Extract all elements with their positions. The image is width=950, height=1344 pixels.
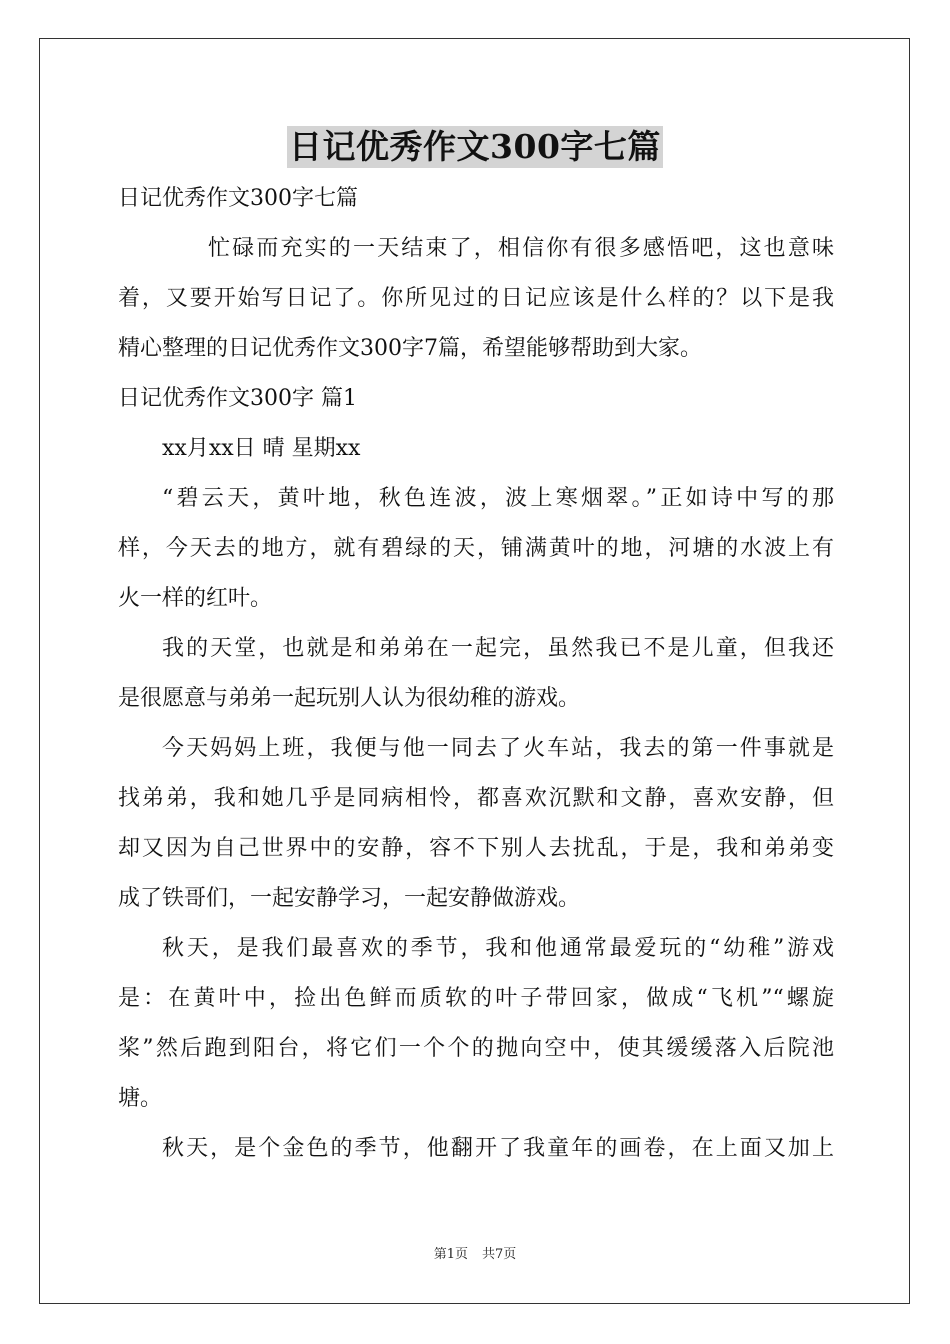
text-line: 秋天，是个金色的季节，他翻开了我童年的画卷，在上面又加上 [162,1136,834,1161]
document-body [118,174,834,1174]
text-line: 找弟弟，我和她几乎是同病相怜，都喜欢沉默和文静，喜欢安静，但 [118,786,834,811]
title-area [0,126,950,168]
text-line: 忙碌而充实的一天结束了，相信你有很多感悟吧，这也意味 [208,236,834,261]
page-number-current: 第1页 [433,1247,468,1262]
document-title: 日记优秀作文300字七篇 [289,127,661,166]
text-line: 成了铁哥们，一起安静学习，一起安静做游戏。 [118,886,581,911]
text-line: 着，又要开始写日记了。你所见过的日记应该是什么样的？以下是我 [118,286,834,311]
text-line: 火一样的红叶。 [118,586,273,611]
text-line: 是：在黄叶中，捡出色鲜而质软的叶子带回家，做成“飞机”“螺旋 [118,986,834,1011]
text-line: 秋天，是我们最喜欢的季节，我和他通常最爱玩的“幼稚”游戏 [162,936,834,961]
text-line: 塘。 [118,1086,163,1111]
text-line: 今天妈妈上班，我便与他一同去了火车站，我去的第一件事就是 [162,736,834,761]
text-line: 桨”然后跑到阳台，将它们一个个的抛向空中，使其缓缓落入后院池 [118,1036,834,1061]
page-number-total: 共7页 [482,1247,517,1262]
text-line: 日记优秀作文300字 篇1 [118,386,357,411]
text-line: 精心整理的日记优秀作文300字7篇，希望能够帮助到大家。 [118,336,702,361]
page-footer [0,1246,950,1264]
text-line: 样，今天去的地方，就有碧绿的天，铺满黄叶的地，河塘的水波上有 [118,536,834,561]
text-line: 日记优秀作文300字七篇 [118,186,358,211]
text-line: 却又因为自己世界中的安静，容不下别人去扰乱，于是，我和弟弟变 [118,836,834,861]
text-line: “碧云天，黄叶地，秋色连波，波上寒烟翠。”正如诗中写的那 [162,486,834,511]
text-line: 是很愿意与弟弟一起玩别人认为很幼稚的游戏。 [118,686,581,711]
text-line: 我的天堂，也就是和弟弟在一起完，虽然我已不是儿童，但我还 [162,636,834,661]
text-line: xx月xx日 晴 星期xx [162,436,361,461]
